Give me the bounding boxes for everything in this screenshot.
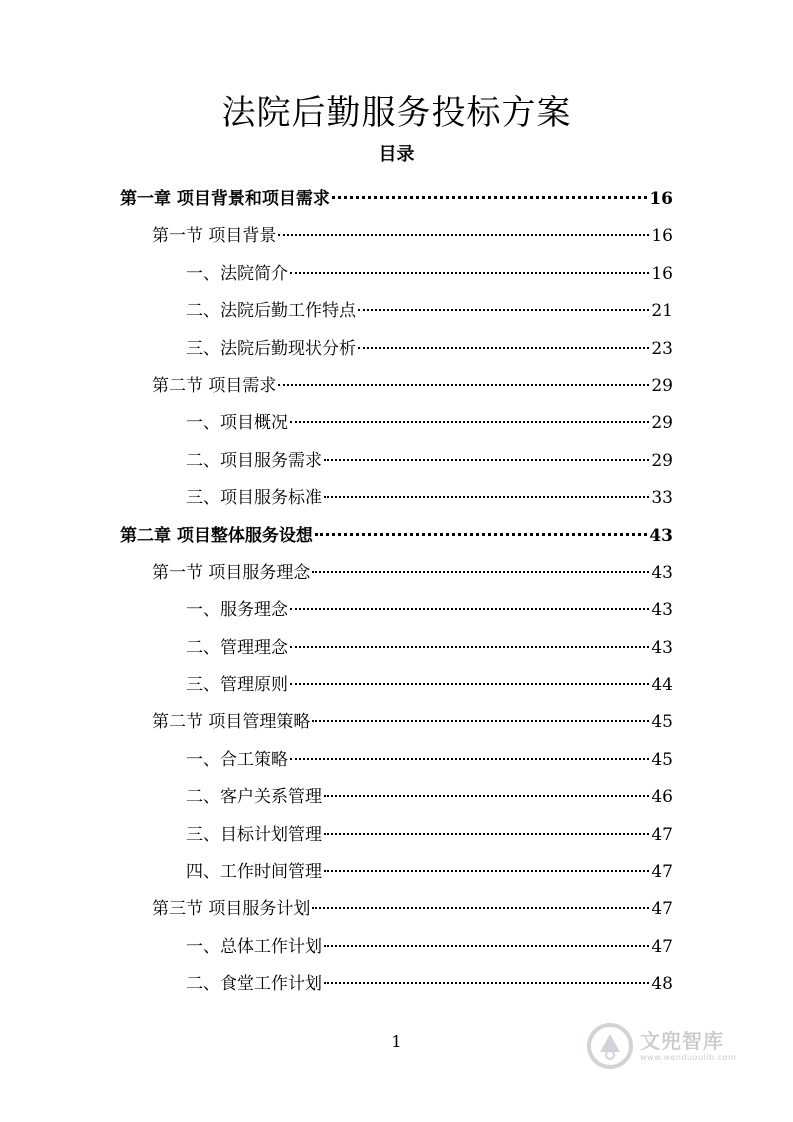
toc-chapter-entry[interactable] <box>0 181 673 218</box>
toc-entry-page: 16 <box>651 263 673 284</box>
toc-subsection-entry[interactable] <box>0 443 673 480</box>
toc-entry-label: 三、目标计划管理 <box>186 824 322 845</box>
toc-entry-page: 45 <box>651 749 673 770</box>
toc-entry-label: 第三节 项目服务计划 <box>152 899 311 920</box>
toc-entry-label: 一、服务理念 <box>186 600 288 621</box>
toc-dot-leader <box>324 496 649 498</box>
toc-subsection-entry[interactable] <box>0 779 673 816</box>
toc-dot-leader <box>324 870 649 872</box>
toc-entry-page: 47 <box>651 824 673 845</box>
toc-dot-leader <box>324 982 649 984</box>
toc-entry-page: 43 <box>651 637 673 658</box>
toc-heading: 目录 <box>378 144 415 165</box>
toc-entry-label: 一、总体工作计划 <box>186 936 322 957</box>
toc-dot-leader <box>278 384 649 386</box>
toc-subsection-entry[interactable] <box>0 966 673 1003</box>
toc-entry-page: 29 <box>651 375 673 396</box>
toc-subsection-entry[interactable] <box>0 630 673 667</box>
toc-chapter-entry[interactable] <box>0 518 673 555</box>
toc-entry-label: 三、项目服务标准 <box>186 488 322 509</box>
toc-subsection-entry[interactable] <box>0 854 673 891</box>
toc-section-entry[interactable] <box>0 704 673 741</box>
toc-dot-leader <box>312 571 649 573</box>
toc-entry-label: 第一节 项目背景 <box>152 226 277 247</box>
toc-dot-leader <box>324 795 649 797</box>
toc-entry-page: 45 <box>651 712 673 733</box>
toc-section-entry[interactable] <box>0 368 673 405</box>
logo-mark-icon <box>586 1022 634 1070</box>
watermark <box>586 1018 761 1074</box>
toc-entry-page: 44 <box>651 675 673 696</box>
toc-entry-label: 第一章 项目背景和项目需求 <box>120 189 330 209</box>
toc-entry-page: 16 <box>651 226 673 247</box>
toc-entry-label: 二、食堂工作计划 <box>186 974 322 995</box>
toc-dot-leader <box>324 459 649 461</box>
toc-subsection-entry[interactable] <box>0 331 673 368</box>
toc-dot-leader <box>290 272 649 274</box>
toc-dot-leader <box>290 683 649 685</box>
toc-entry-label: 二、客户关系管理 <box>186 787 322 808</box>
toc-dot-leader <box>315 533 647 536</box>
toc-dot-leader <box>312 720 649 722</box>
toc-dot-leader <box>290 646 649 648</box>
toc-dot-leader <box>358 347 649 349</box>
toc-dot-leader <box>290 421 649 423</box>
toc-entry-label: 第二节 项目管理策略 <box>152 712 311 733</box>
toc-dot-leader <box>278 234 649 236</box>
toc-dot-leader <box>332 196 647 199</box>
toc-subsection-entry[interactable] <box>0 742 673 779</box>
toc-entry-label: 一、项目概况 <box>186 413 288 434</box>
toc-dot-leader <box>358 309 649 311</box>
toc-entry-label: 第二章 项目整体服务设想 <box>120 525 313 546</box>
toc-subsection-entry[interactable] <box>0 592 673 629</box>
toc-entry-page: 16 <box>649 189 673 209</box>
toc-subsection-entry[interactable] <box>0 929 673 966</box>
toc-entry-label: 三、管理原则 <box>186 675 288 696</box>
toc-subsection-entry[interactable] <box>0 667 673 704</box>
toc-entry-page: 43 <box>651 600 673 621</box>
toc-entry-page: 21 <box>651 301 673 322</box>
toc-entry-label: 二、管理理念 <box>186 637 288 658</box>
toc-subsection-entry[interactable] <box>0 480 673 517</box>
toc-entry-page: 23 <box>651 338 673 359</box>
toc-entry-page: 29 <box>651 413 673 434</box>
toc-entry-label: 第一节 项目服务理念 <box>152 562 311 583</box>
table-of-contents <box>0 181 793 1004</box>
watermark-name: 文兜智库 <box>640 1029 724 1053</box>
toc-section-entry[interactable] <box>0 555 673 592</box>
toc-entry-page: 33 <box>651 488 673 509</box>
toc-subsection-entry[interactable] <box>0 293 673 330</box>
toc-dot-leader <box>290 758 649 760</box>
toc-dot-leader <box>324 833 649 835</box>
page-number: 1 <box>391 1032 402 1051</box>
toc-entry-label: 一、法院简介 <box>186 263 288 284</box>
toc-entry-label: 第二节 项目需求 <box>152 375 277 396</box>
toc-entry-page: 43 <box>651 562 673 583</box>
toc-entry-page: 47 <box>651 936 673 957</box>
toc-subsection-entry[interactable] <box>0 817 673 854</box>
toc-entry-page: 47 <box>651 862 673 883</box>
toc-entry-label: 一、合工策略 <box>186 749 288 770</box>
toc-entry-page: 29 <box>651 450 673 471</box>
toc-entry-label: 二、项目服务需求 <box>186 450 322 471</box>
toc-entry-label: 三、法院后勤现状分析 <box>186 338 356 359</box>
document-title: 法院后勤服务投标方案 <box>221 93 572 133</box>
toc-entry-page: 46 <box>651 787 673 808</box>
toc-entry-page: 48 <box>651 974 673 995</box>
toc-entry-label: 四、工作时间管理 <box>186 862 322 883</box>
toc-dot-leader <box>312 907 649 909</box>
toc-entry-page: 43 <box>649 525 673 546</box>
toc-subsection-entry[interactable] <box>0 256 673 293</box>
toc-dot-leader <box>290 608 649 610</box>
toc-entry-page: 47 <box>651 899 673 920</box>
watermark-url: www.wenduoulib.com <box>640 1053 737 1062</box>
toc-entry-label: 二、法院后勤工作特点 <box>186 301 356 322</box>
toc-section-entry[interactable] <box>0 218 673 255</box>
toc-section-entry[interactable] <box>0 891 673 928</box>
toc-dot-leader <box>324 945 649 947</box>
toc-subsection-entry[interactable] <box>0 405 673 442</box>
